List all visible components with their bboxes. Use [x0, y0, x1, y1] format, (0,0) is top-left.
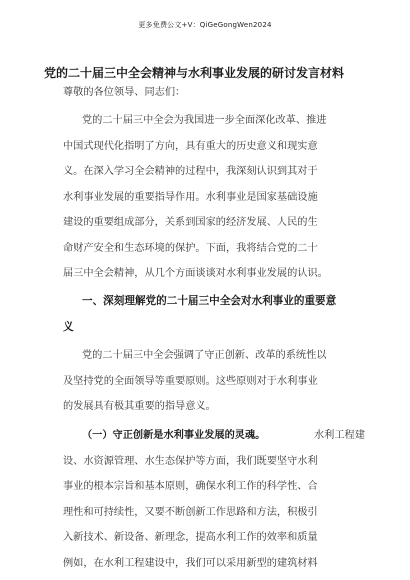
- header-note: 更多免费公文+V：QiGeGongWen2024: [138, 21, 272, 29]
- paragraph-line: 事业的根本宗旨和基本原则，确保水利工作的科学性、合: [63, 481, 318, 492]
- section-heading-line: 义: [63, 321, 74, 333]
- paragraph-line: 命财产安全和生态环境的保护。下面，我将结合党的二十: [63, 243, 318, 254]
- paragraph-line: 的发展具有极其重要的指导意义。: [63, 401, 216, 412]
- paragraph-line: 理性和可持续性，又要不断创新工作思路和方法，积极引: [63, 507, 318, 518]
- document-title: 党的二十届三中全会精神与水利事业发展的研讨发言材料: [44, 66, 345, 80]
- paragraph-line: 党的二十届三中全会强调了守正创新、改革的系统性以: [82, 350, 327, 361]
- subsection-heading: （一）守正创新是水利事业发展的灵魂。: [82, 430, 266, 441]
- paragraph-line: 及坚持党的全面领导等重要原则。这些原则对于水利事业: [63, 376, 318, 387]
- paragraph-line: 义。在深入学习全会精神的过程中，我深刻认识到其对于: [63, 166, 318, 177]
- paragraph-line: 水利事业发展的重要指导作用。水利事业是国家基础设施: [63, 192, 318, 203]
- section-heading-line: 一、深刻理解党的二十届三中全会对水利事业的重要意: [82, 295, 337, 307]
- paragraph-line: 水利工程建: [314, 430, 365, 441]
- paragraph-line: 例如，在水利工程建设中，我们可以采用新型的建筑材料: [63, 558, 318, 569]
- paragraph-line: 党的二十届三中全会为我国进一步全面深化改革、推进: [82, 115, 327, 126]
- paragraph-line: 尊敬的各位领导、同志们：: [63, 87, 186, 98]
- paragraph-line: 中国式现代化指明了方向，具有重大的历史意义和现实意: [63, 141, 318, 152]
- paragraph-line: 设、水资源管理、水生态保护等方面，我们既要坚守水利: [63, 456, 318, 467]
- paragraph-line: 建设的重要组成部分，关系到国家的经济发展、人民的生: [63, 217, 318, 228]
- paragraph-line: 届三中全会精神，从几个方面谈谈对水利事业发展的认识。: [63, 268, 328, 279]
- paragraph-line: 入新技术、新设备、新理念，提高水利工作的效率和质量: [63, 532, 318, 543]
